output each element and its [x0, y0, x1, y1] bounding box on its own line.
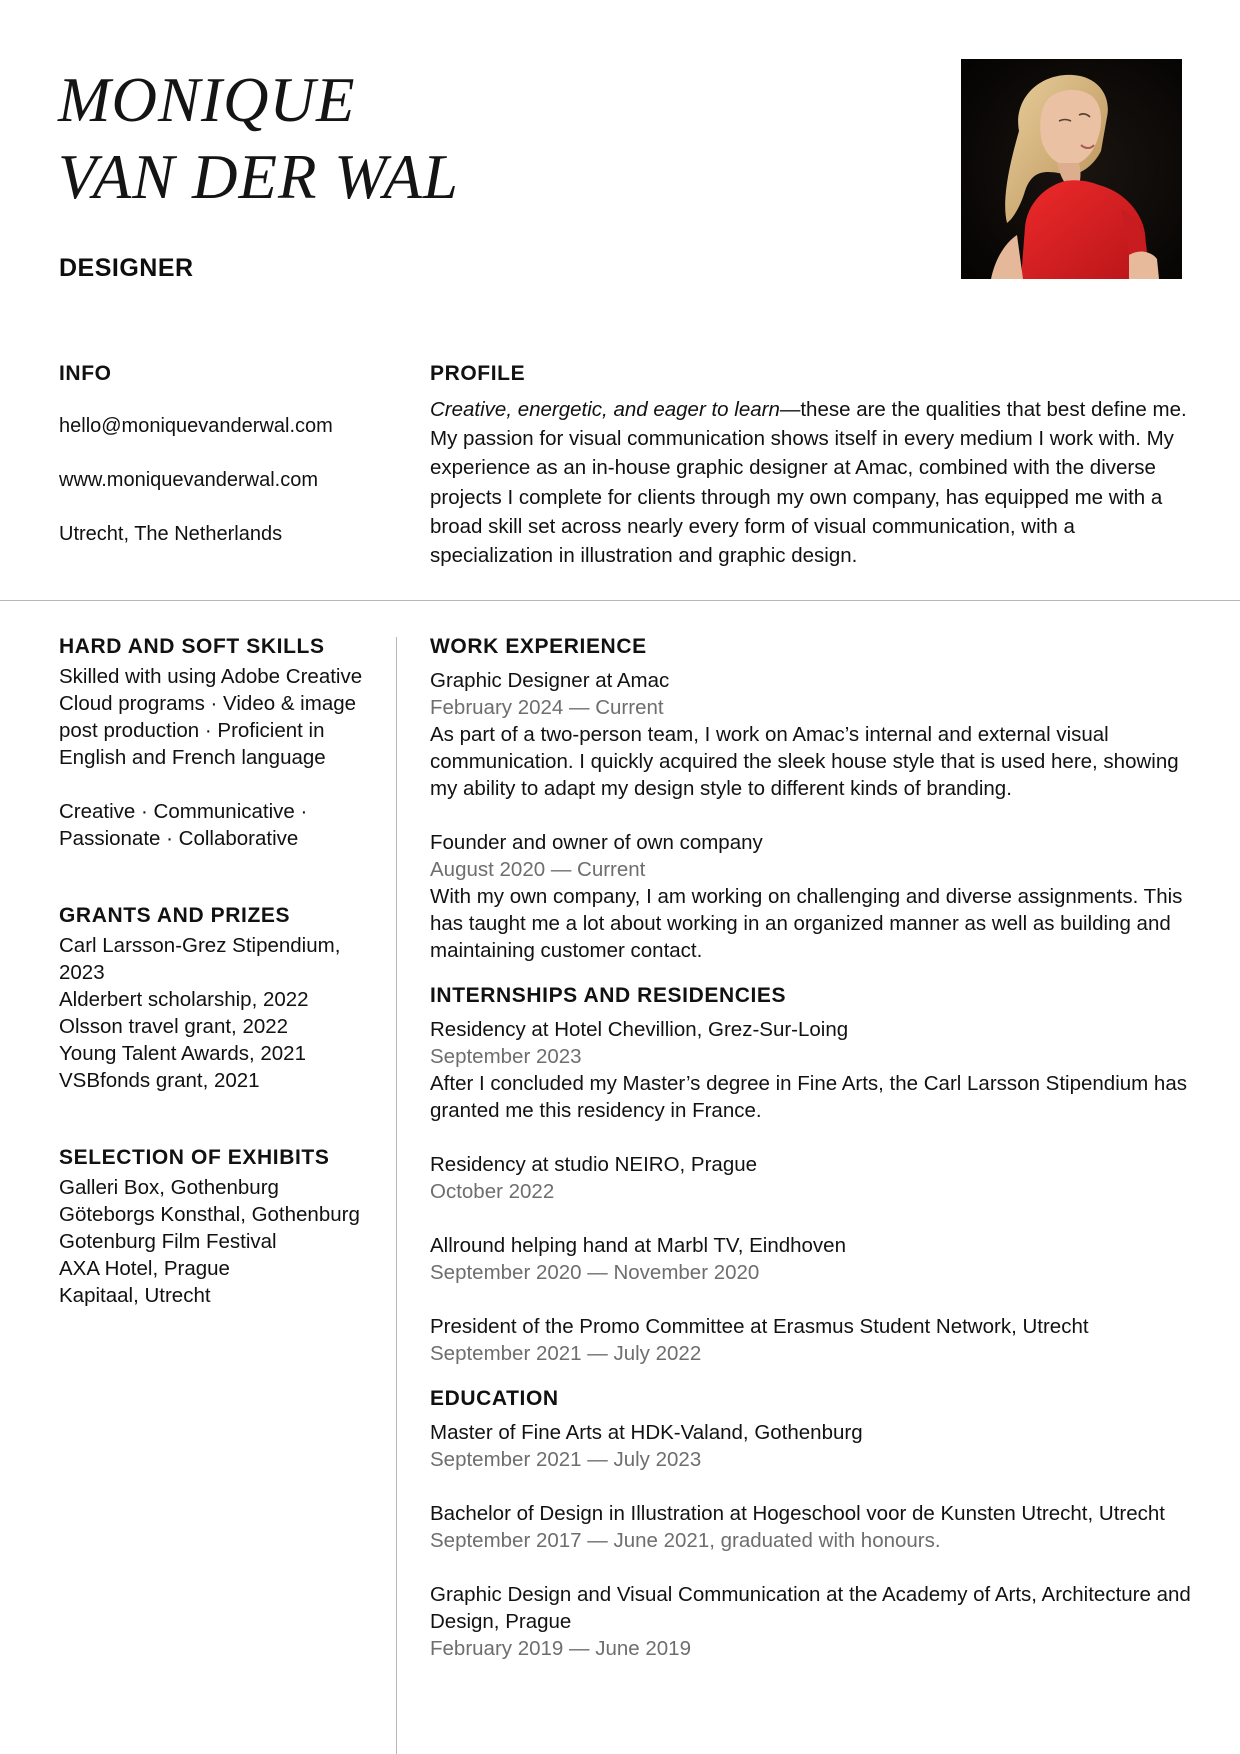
internship-entry [430, 1313, 1200, 1367]
entry-title: Residency at Hotel Chevillion, Grez-Sur-Loing [430, 1018, 849, 1041]
grant-item: Olsson travel grant, 2022 [59, 1015, 289, 1038]
exhibit-item: Galleri Box, Gothenburg [59, 1176, 279, 1199]
entry-date: February 2024 — Current [430, 696, 664, 719]
entry-date: August 2020 — Current [430, 858, 646, 881]
entry-date: September 2021 — July 2022 [430, 1342, 702, 1365]
entry-title: Master of Fine Arts at HDK-Valand, Gothenburg [430, 1421, 863, 1444]
entry-date: October 2022 [430, 1180, 555, 1203]
internship-entry [430, 1151, 1200, 1205]
entry-date: September 2023 [430, 1045, 582, 1068]
soft-skills-text: Creative · Communicative · Passionate · Collaborative [59, 800, 308, 850]
exhibit-item: AXA Hotel, Prague [59, 1257, 230, 1280]
entry-title: Graphic Design and Visual Communication at the Academy of Arts, Architecture and Design, Prague [430, 1583, 1191, 1633]
grants-heading: GRANTS AND PRIZES [59, 904, 291, 927]
name-line-2: VAN DER WAL [58, 142, 459, 212]
grant-item: Carl Larsson-Grez Stipendium, 2023 [59, 934, 341, 984]
work-experience-section [430, 635, 1200, 964]
education-entry [430, 1500, 1200, 1554]
exhibit-item: Kapitaal, Utrecht [59, 1284, 211, 1307]
job-title: DESIGNER [59, 254, 194, 282]
profile-lead: Creative, energetic, and eager to learn [430, 398, 780, 421]
email-link[interactable]: hello@moniquevanderwal.com [59, 415, 333, 437]
entry-title: Residency at studio NEIRO, Prague [430, 1153, 758, 1176]
grant-item: Alderbert scholarship, 2022 [59, 988, 309, 1011]
internship-entry [430, 1016, 1200, 1124]
horizontal-divider [0, 600, 1240, 601]
entry-description: As part of a two-person team, I work on Amac’s internal and external visual communication. I quickly acquired the sleek house style that is used here, showing my ability to adapt my design style to different kinds of branding. [430, 723, 1179, 800]
entry-title: Founder and owner of own company [430, 831, 763, 854]
exhibits-heading: SELECTION OF EXHIBITS [59, 1146, 330, 1169]
left-column [59, 635, 389, 1361]
entry-title: President of the Promo Committee at Erasmus Student Network, Utrecht [430, 1315, 1089, 1338]
entry-date: February 2019 — June 2019 [430, 1637, 691, 1660]
work-entry [430, 667, 1200, 802]
entry-title: Allround helping hand at Marbl TV, Eindhoven [430, 1234, 846, 1257]
education-heading: EDUCATION [430, 1387, 559, 1410]
internships-section [430, 984, 1200, 1367]
right-column [430, 635, 1200, 1682]
entry-title: Graphic Designer at Amac [430, 669, 670, 692]
profile-text [430, 395, 1190, 570]
profile-section [430, 362, 1190, 570]
hard-skills-text: Skilled with using Adobe Creative Cloud programs · Video & image post production · Proficient in English and French language [59, 665, 363, 769]
grant-item: VSBfonds grant, 2021 [59, 1069, 260, 1092]
exhibits-section [59, 1146, 389, 1309]
work-heading: WORK EXPERIENCE [430, 635, 647, 658]
full-name [58, 62, 618, 216]
website-link[interactable]: www.moniquevanderwal.com [59, 469, 319, 491]
entry-date: September 2020 — November 2020 [430, 1261, 760, 1284]
entry-description: After I concluded my Master’s degree in Fine Arts, the Carl Larsson Stipendium has granted me this residency in France. [430, 1072, 1187, 1122]
education-entry [430, 1419, 1200, 1473]
exhibit-item: Gotenburg Film Festival [59, 1230, 277, 1253]
entry-description: With my own company, I am working on challenging and diverse assignments. This has taught me a lot about working in an organized manner as well as building and maintaining customer contact. [430, 885, 1183, 962]
exhibit-item: Göteborgs Konsthal, Gothenburg [59, 1203, 360, 1226]
grants-section [59, 904, 389, 1094]
internship-entry [430, 1232, 1200, 1286]
education-section [430, 1387, 1200, 1662]
location-text: Utrecht, The Netherlands [59, 523, 283, 545]
info-heading: INFO [59, 362, 112, 385]
profile-heading: PROFILE [430, 362, 526, 385]
profile-body: —these are the qualities that best define me. My passion for visual communication shows itself in every medium I work with. My experience as an in-house graphic designer at Amac, combined with the diverse projects I complete for clients through my own company, has equipped me with a broad skill set across nearly every form of visual communication, with a specialization in illustration and graphic design. [430, 398, 1187, 568]
internships-heading: INTERNSHIPS AND RESIDENCIES [430, 984, 787, 1007]
skills-section [59, 635, 389, 852]
work-entry [430, 829, 1200, 964]
skills-heading: HARD AND SOFT SKILLS [59, 635, 325, 658]
portrait-photo [961, 59, 1182, 279]
entry-date: September 2017 — June 2021, graduated with honours. [430, 1529, 941, 1552]
vertical-divider [396, 637, 397, 1754]
name-line-1: MONIQUE [58, 65, 356, 135]
grant-item: Young Talent Awards, 2021 [59, 1042, 306, 1065]
education-entry [430, 1581, 1200, 1662]
entry-title: Bachelor of Design in Illustration at Hogeschool voor de Kunsten Utrecht, Utrecht [430, 1502, 1165, 1525]
info-section [59, 362, 389, 576]
entry-date: September 2021 — July 2023 [430, 1448, 702, 1471]
